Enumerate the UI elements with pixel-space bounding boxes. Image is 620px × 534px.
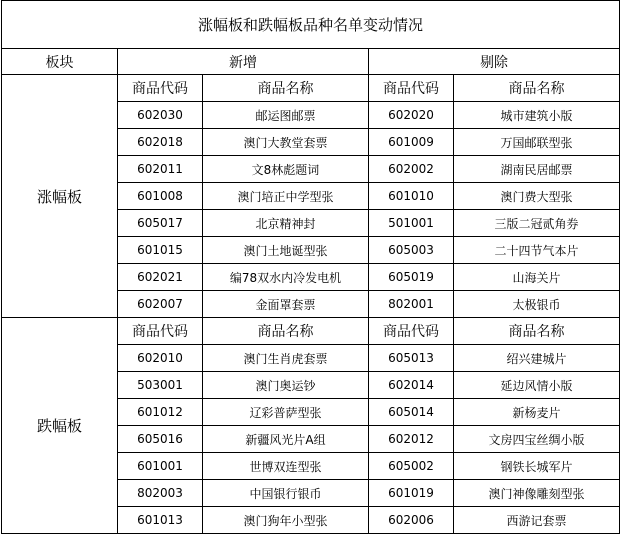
added-name-cell: 中国银行银币 — [203, 480, 369, 507]
removed-code-cell: 605014 — [369, 399, 454, 426]
removed-name-cell: 山海关片 — [454, 264, 620, 291]
removed-name-cell: 城市建筑小版 — [454, 102, 620, 129]
added-code-cell: 503001 — [118, 372, 203, 399]
removed-name-cell: 澳门费大型张 — [454, 183, 620, 210]
header-row — [2, 49, 620, 75]
removed-code-cell: 605003 — [369, 237, 454, 264]
removed-code-cell: 602006 — [369, 507, 454, 534]
removed-name-cell: 湖南民居邮票 — [454, 156, 620, 183]
added-name-cell: 辽彩普萨型张 — [203, 399, 369, 426]
section-subheader-row — [2, 75, 620, 102]
added-code-header: 商品代码 — [118, 75, 203, 102]
added-name-cell: 编78双水内冷发电机 — [203, 264, 369, 291]
added-code-cell: 601015 — [118, 237, 203, 264]
added-name-cell: 澳门土地诞型张 — [203, 237, 369, 264]
removed-name-cell: 绍兴建城片 — [454, 345, 620, 372]
added-name-cell: 世博双连型张 — [203, 453, 369, 480]
added-code-cell: 601001 — [118, 453, 203, 480]
removed-code-cell: 601010 — [369, 183, 454, 210]
removed-code-cell: 605013 — [369, 345, 454, 372]
added-code-cell: 602010 — [118, 345, 203, 372]
section-subheader-row — [2, 318, 620, 345]
removed-name-cell: 澳门神像雕刻型张 — [454, 480, 620, 507]
added-code-cell: 601013 — [118, 507, 203, 534]
added-code-cell: 601012 — [118, 399, 203, 426]
added-name-cell: 北京精神封 — [203, 210, 369, 237]
removed-header: 剔除 — [369, 49, 620, 75]
board-label: 涨幅板 — [2, 75, 118, 318]
added-code-cell: 802003 — [118, 480, 203, 507]
removed-name-cell: 钢铁长城军片 — [454, 453, 620, 480]
added-code-cell: 602007 — [118, 291, 203, 318]
removed-code-cell: 602014 — [369, 372, 454, 399]
board-label: 跌幅板 — [2, 318, 118, 534]
added-name-cell: 邮运图邮票 — [203, 102, 369, 129]
removed-name-header: 商品名称 — [454, 75, 620, 102]
added-name-cell: 新疆风光片A组 — [203, 426, 369, 453]
removed-code-cell: 602002 — [369, 156, 454, 183]
added-name-cell: 澳门生肖虎套票 — [203, 345, 369, 372]
removed-code-cell: 602012 — [369, 426, 454, 453]
added-name-cell: 金面罩套票 — [203, 291, 369, 318]
added-code-cell: 602018 — [118, 129, 203, 156]
added-name-cell: 澳门奥运钞 — [203, 372, 369, 399]
added-name-header: 商品名称 — [203, 318, 369, 345]
added-code-cell: 602021 — [118, 264, 203, 291]
removed-code-header: 商品代码 — [369, 318, 454, 345]
removed-code-cell: 605019 — [369, 264, 454, 291]
removed-name-cell: 二十四节气本片 — [454, 237, 620, 264]
variety-change-table — [1, 0, 620, 534]
added-name-header: 商品名称 — [203, 75, 369, 102]
board-header: 板块 — [2, 49, 118, 75]
removed-name-cell: 西游记套票 — [454, 507, 620, 534]
added-name-cell: 澳门大教堂套票 — [203, 129, 369, 156]
added-code-cell: 601008 — [118, 183, 203, 210]
removed-name-header: 商品名称 — [454, 318, 620, 345]
removed-name-cell: 三版二冠贰角券 — [454, 210, 620, 237]
added-name-cell: 文8林彪题词 — [203, 156, 369, 183]
removed-name-cell: 新杨麦片 — [454, 399, 620, 426]
title-row — [2, 1, 620, 49]
removed-name-cell: 太极银币 — [454, 291, 620, 318]
added-name-cell: 澳门狗年小型张 — [203, 507, 369, 534]
removed-name-cell: 延边风情小版 — [454, 372, 620, 399]
removed-code-cell: 802001 — [369, 291, 454, 318]
removed-name-cell: 文房四宝丝绸小版 — [454, 426, 620, 453]
added-code-cell: 602030 — [118, 102, 203, 129]
added-code-cell: 602011 — [118, 156, 203, 183]
removed-name-cell: 万国邮联型张 — [454, 129, 620, 156]
added-code-cell: 605016 — [118, 426, 203, 453]
removed-code-cell: 601009 — [369, 129, 454, 156]
added-code-cell: 605017 — [118, 210, 203, 237]
removed-code-header: 商品代码 — [369, 75, 454, 102]
removed-code-cell: 605002 — [369, 453, 454, 480]
added-name-cell: 澳门培正中学型张 — [203, 183, 369, 210]
added-code-header: 商品代码 — [118, 318, 203, 345]
table-title: 涨幅板和跌幅板品种名单变动情况 — [2, 1, 620, 49]
removed-code-cell: 601019 — [369, 480, 454, 507]
removed-code-cell: 602020 — [369, 102, 454, 129]
removed-code-cell: 501001 — [369, 210, 454, 237]
added-header: 新增 — [118, 49, 369, 75]
